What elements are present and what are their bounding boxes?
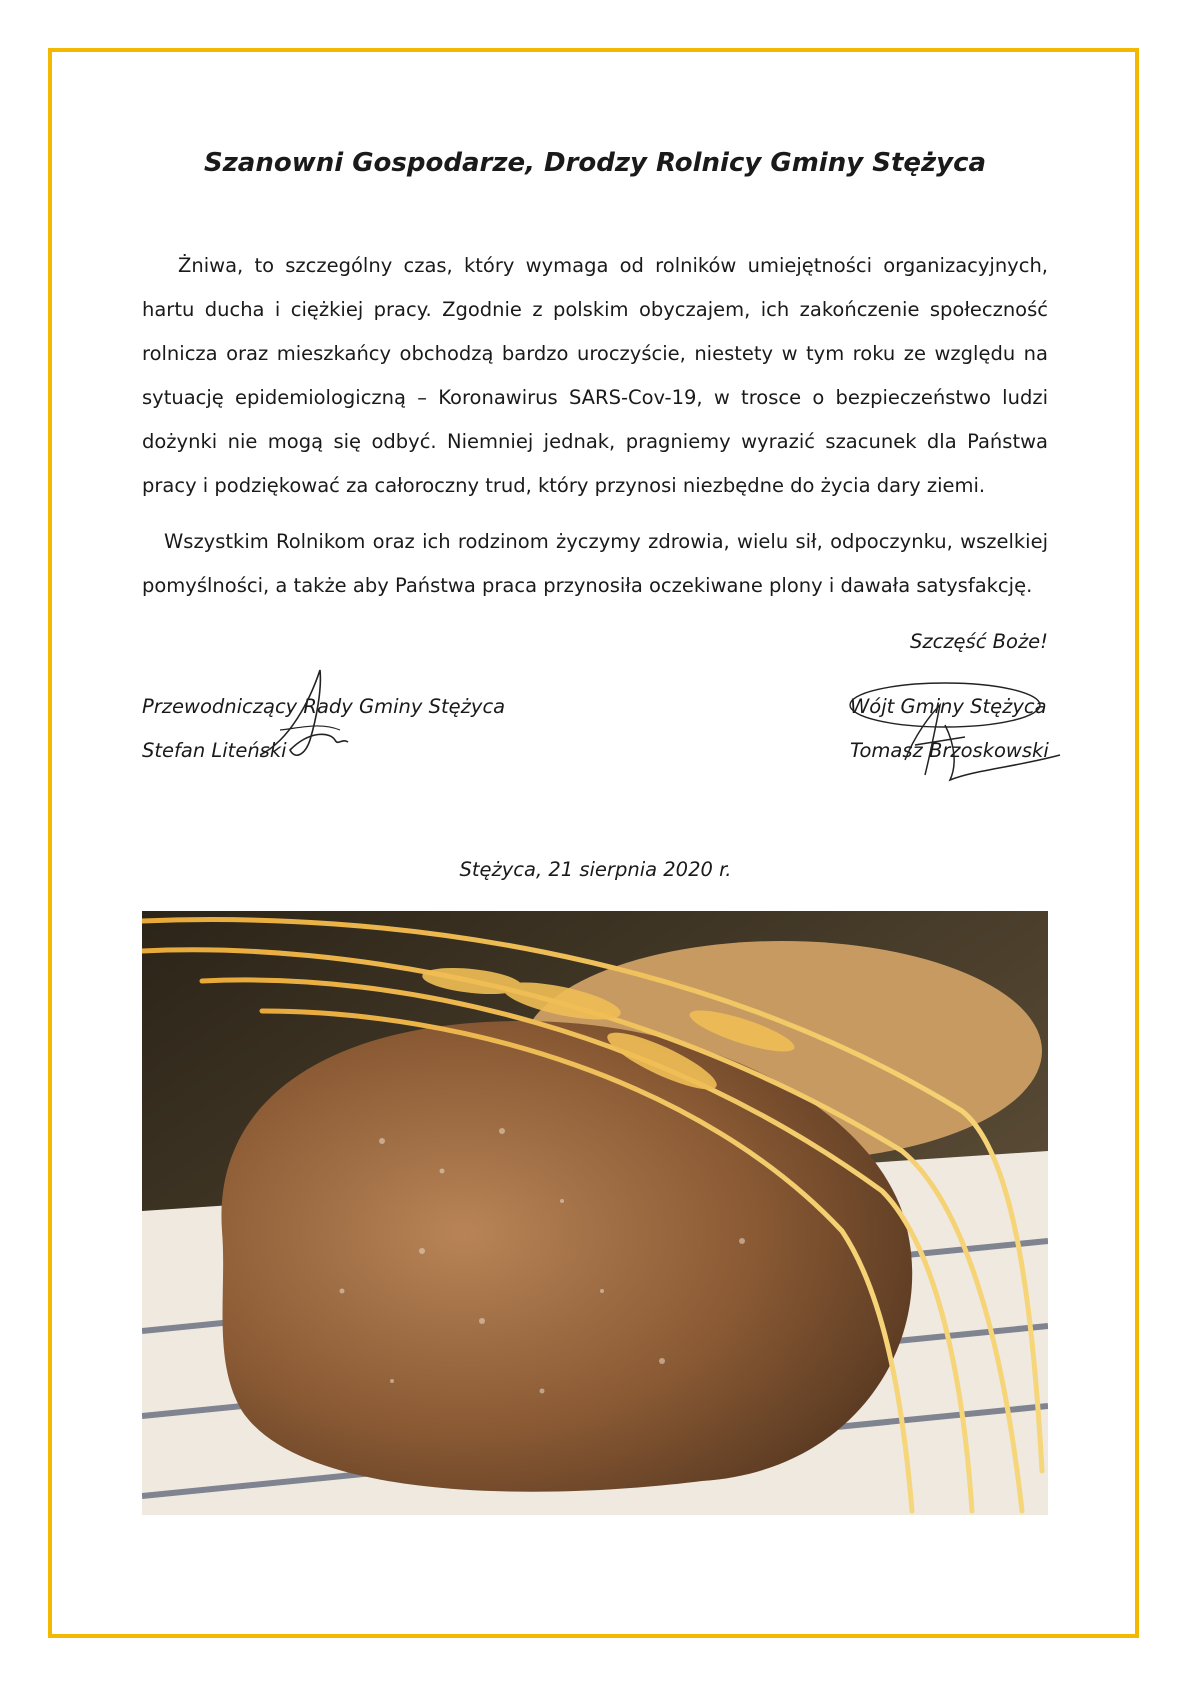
paragraph-wishes: Wszystkim Rolnikom oraz ich rodzinom życzymy zdrowia, wielu sił, odpoczynku, wszelkiej pomyślności, a także aby Państwa praca przynosiła oczekiwane plony i dawała satysfakcję.	[142, 530, 1048, 597]
signature-name: Stefan Liteński	[142, 739, 287, 762]
signature-role: Przewodniczący Rady Gminy Stężyca	[142, 695, 506, 718]
letter-title: Szanowni Gospodarze, Drodzy Rolnicy Gminy Stężyca	[203, 148, 987, 178]
handwritten-signature-left	[250, 660, 360, 780]
handwritten-signature-right	[845, 675, 1085, 795]
place-and-date: Stężyca, 21 sierpnia 2020 r.	[459, 858, 732, 881]
paragraph-harvest: Żniwa, to szczególny czas, który wymaga od rolników umiejętności organizacyjnych, hartu ducha i ciężkiej pracy. Zgodnie z polskim obyczajem, ich zakończenie społeczność rolnicza oraz mieszkańcy obchodzą bardzo uroczyście, niestety w tym roku ze względu na sytuację epidemiologiczną – Koronawirus SARS-Cov-19, w trosce o bezpieczeństwo ludzi dożynki nie mogą się odbyć. Niemniej jednak, pragniemy wyrazić szacunek dla Państwa pracy i podziękować za całoroczny trud, który przynosi niezbędne do życia dary ziemi.	[142, 254, 1048, 497]
signature-name: Tomasz Brzoskowski	[850, 739, 1049, 762]
closing-blessing: Szczęść Boże!	[909, 630, 1048, 653]
signature-role: Wójt Gminy Stężyca	[850, 695, 1047, 718]
letter-body	[142, 244, 1048, 608]
bread-photo	[142, 911, 1048, 1515]
